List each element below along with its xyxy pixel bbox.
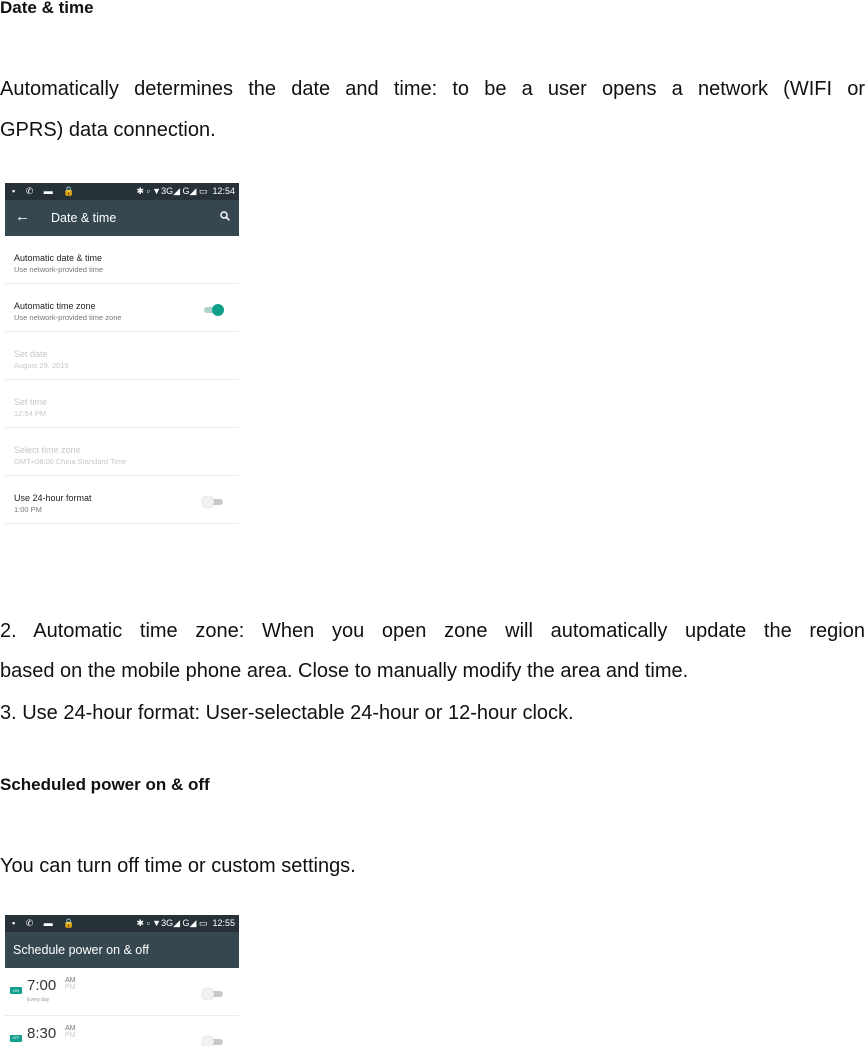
schedule-row-power-off[interactable]: [5, 1016, 239, 1046]
note-2-line-1: 2. Automatic time zone: When you open zone will automatically update the region: [0, 620, 865, 642]
automatic-time-zone-toggle[interactable]: [202, 304, 224, 316]
ampm-indicator: AM PM: [65, 1025, 76, 1039]
system-status-icons: ✱ ▫ ▼3G◢ G◢ ▭ 12:55: [136, 918, 235, 928]
schedule-repeat: Every day: [27, 997, 50, 1003]
section-heading-scheduled-power: Scheduled power on & off: [0, 775, 210, 794]
use-24-hour-format-toggle[interactable]: [202, 496, 224, 508]
setting-automatic-date-time[interactable]: Automatic date & time Use network-provided time: [5, 236, 239, 284]
section-heading-date-time: Date & time: [0, 0, 94, 17]
ampm-indicator: AM PM: [65, 977, 76, 991]
notification-icons: ▪ ✆ ▬ 🔒: [12, 186, 79, 196]
intro-line-1: Automatically determines the date and time: to be a user opens a network (WIFI or: [0, 78, 865, 100]
status-bar: [5, 915, 239, 932]
status-bar: [5, 183, 239, 200]
setting-set-date[interactable]: Set date August 29, 2015: [5, 332, 239, 380]
setting-set-time[interactable]: Set time 12:54 PM: [5, 380, 239, 428]
back-arrow-icon[interactable]: ←: [15, 208, 30, 225]
system-status-icons: ✱ ▫ ▼3G◢ G◢ ▭ 12:54: [136, 186, 235, 196]
section2-intro: You can turn off time or custom settings.: [0, 855, 356, 877]
schedule-time: 7:00: [27, 977, 57, 994]
setting-use-24-hour-format[interactable]: Use 24-hour format 1:00 PM: [5, 476, 239, 524]
date-time-screenshot: [5, 183, 239, 528]
status-badge: OFF: [10, 1035, 22, 1042]
power-on-toggle[interactable]: [202, 988, 224, 1000]
note-2-line-2: based on the mobile phone area. Close to manually modify the area and time.: [0, 660, 689, 682]
schedule-time: 8:30: [27, 1025, 57, 1042]
notification-icons: ▪ ✆ ▬ 🔒: [12, 918, 79, 928]
status-badge: ON: [10, 987, 22, 994]
app-bar: [5, 200, 239, 236]
setting-select-time-zone[interactable]: Select time zone GMT+08:00 China Standard Time: [5, 428, 239, 476]
app-bar-title: Schedule power on & off: [13, 943, 149, 957]
schedule-row-power-on[interactable]: [5, 968, 239, 1016]
status-time: 12:54: [212, 186, 235, 196]
note-3: 3. Use 24-hour format: User-selectable 24-hour or 12-hour clock.: [0, 702, 574, 724]
app-bar-title: Date & time: [51, 211, 117, 225]
status-time: 12:55: [212, 918, 235, 928]
power-off-toggle[interactable]: [202, 1036, 224, 1046]
search-icon[interactable]: [220, 211, 230, 221]
setting-automatic-time-zone[interactable]: Automatic time zone Use network-provided time zone: [5, 284, 239, 332]
schedule-power-screenshot: [5, 915, 239, 1046]
intro-line-2: GPRS) data connection.: [0, 119, 216, 141]
app-bar: [5, 932, 239, 968]
